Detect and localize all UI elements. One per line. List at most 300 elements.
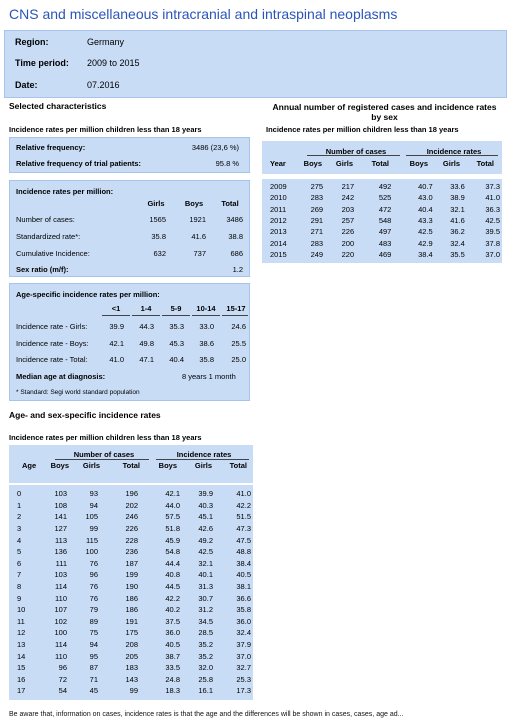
table-cell: 95 [89, 651, 98, 661]
table-cell: 525 [378, 193, 392, 203]
table-cell: 35.2 [198, 640, 213, 650]
table-cell: 114 [55, 640, 67, 650]
table-cell: 36.0 [236, 616, 251, 626]
table-cell: 37.9 [236, 640, 251, 650]
rates-col-girls: Girls [147, 199, 165, 208]
table-cell: 242 [341, 193, 355, 203]
table-cell: 18.3 [165, 686, 180, 696]
annual-group-rule [307, 155, 400, 156]
table-row [262, 237, 502, 248]
row-key-cell: 2012 [270, 216, 287, 226]
table-cell: 548 [378, 216, 392, 226]
age-cell: 35.8 [199, 355, 214, 364]
table-row [9, 511, 253, 523]
age-col-rule [222, 315, 248, 316]
table-cell: 51.5 [236, 512, 251, 522]
age-cell: 35.3 [169, 322, 184, 331]
table-cell: 40.1 [198, 570, 213, 580]
annual-heading-line1: Annual number of registered cases and incidence rates [272, 102, 497, 112]
rates-cell: 35.8 [151, 232, 166, 241]
annual-col-header: Total [476, 159, 494, 168]
rel-freq-value: 3486 (23,6 %) [191, 143, 239, 152]
annual-subheading: Incidence rates per million children less than 18 years [266, 125, 459, 134]
table-cell: 72 [58, 674, 67, 684]
table-cell: 40.4 [418, 204, 433, 214]
table-cell: 208 [125, 640, 138, 650]
row-key-cell: 0 [17, 489, 22, 499]
table-cell: 38.9 [450, 193, 465, 203]
annual-heading-line2: by sex [371, 112, 398, 122]
table-cell: 483 [378, 238, 392, 248]
table-cell: 202 [125, 500, 138, 510]
agesex-col-header: Total [229, 461, 247, 470]
table-cell: 32.0 [198, 663, 213, 673]
table-cell: 100 [85, 547, 98, 557]
row-key-cell: 11 [17, 616, 25, 626]
age-col-rule [132, 315, 160, 316]
rates-cell: 737 [193, 249, 206, 258]
sex-ratio-label: Sex ratio (m/f): [16, 265, 69, 274]
table-row [9, 523, 253, 535]
annual-table-header [262, 141, 502, 174]
row-key-cell: 14 [17, 651, 26, 661]
table-row [262, 192, 502, 203]
median-age-value: 8 years 1 month [182, 372, 236, 381]
date-label: Date: [15, 80, 38, 90]
table-cell: 291 [310, 216, 324, 226]
age-cell: 38.6 [199, 339, 214, 348]
rates-cell: 632 [153, 249, 166, 258]
row-key-cell: 2013 [270, 227, 287, 237]
table-cell: 283 [310, 238, 324, 248]
agesex-col-header: Age [22, 461, 37, 470]
table-cell: 32.7 [236, 663, 251, 673]
table-cell: 40.7 [418, 182, 433, 192]
row-key-cell: 2014 [270, 238, 287, 248]
table-cell: 99 [129, 686, 138, 696]
age-col-rule [192, 315, 220, 316]
table-cell: 114 [55, 582, 67, 592]
table-row [9, 558, 253, 570]
table-cell: 16.1 [198, 686, 213, 696]
rates-col-boys: Boys [184, 199, 204, 208]
age-cell: 40.4 [169, 355, 184, 364]
table-cell: 75 [89, 628, 98, 638]
table-cell: 115 [86, 535, 98, 545]
footer-note: Be aware that, information on cases, incidence rates is that the age and the differences will be shown in cases, cases, age ad... [9, 711, 404, 718]
table-cell: 226 [125, 524, 138, 534]
date-value: 07.2016 [87, 80, 120, 90]
table-cell: 76 [89, 558, 98, 568]
row-key-cell: 9 [17, 593, 22, 603]
table-cell: 220 [341, 249, 355, 259]
table-cell: 113 [55, 535, 67, 545]
table-cell: 44.4 [165, 558, 180, 568]
table-cell: 89 [89, 616, 98, 626]
table-cell: 102 [54, 616, 67, 626]
table-cell: 469 [378, 249, 392, 259]
agesex-col-header: Boys [50, 461, 69, 470]
table-row [262, 226, 502, 237]
table-cell: 32.4 [450, 238, 465, 248]
agesex-group-rates: Incidence rates [176, 450, 232, 459]
table-row [262, 249, 502, 260]
table-cell: 33.6 [450, 182, 465, 192]
table-cell: 33.5 [165, 663, 180, 673]
table-cell: 41.0 [485, 193, 500, 203]
table-cell: 249 [310, 249, 324, 259]
age-col-header: 10-14 [196, 304, 216, 313]
rates-col-total: Total [221, 199, 239, 208]
selected-subheading: Incidence rates per million children less than 18 years [9, 125, 202, 134]
table-cell: 17.3 [236, 686, 251, 696]
age-row-label: Incidence rate - Girls: [16, 322, 88, 331]
table-row [9, 662, 253, 674]
age-col-rule [162, 315, 190, 316]
agesex-group-rule [55, 459, 149, 460]
table-cell: 217 [341, 182, 355, 192]
table-cell: 35.2 [198, 651, 213, 661]
row-key-cell: 15 [17, 663, 26, 673]
table-cell: 35.8 [236, 605, 251, 615]
region-value: Germany [87, 37, 125, 47]
table-cell: 39.5 [485, 227, 500, 237]
rates-cell: 686 [230, 249, 243, 258]
annual-col-header: Year [270, 159, 286, 168]
table-row [262, 204, 502, 215]
table-cell: 472 [378, 204, 392, 214]
table-cell: 191 [125, 616, 138, 626]
annual-table [262, 181, 502, 260]
table-cell: 43.3 [418, 216, 433, 226]
age-cell: 41.0 [109, 355, 124, 364]
table-cell: 94 [89, 500, 98, 510]
row-key-cell: 1 [17, 500, 22, 510]
table-cell: 186 [125, 593, 138, 603]
age-specific-panel [9, 283, 250, 401]
rates-cell: 38.8 [228, 232, 243, 241]
table-cell: 492 [378, 182, 392, 192]
table-cell: 51.8 [165, 524, 180, 534]
report-meta-panel [4, 30, 507, 98]
table-cell: 36.2 [450, 227, 465, 237]
annual-group-cases: Number of cases [325, 147, 387, 156]
table-cell: 38.4 [418, 249, 433, 259]
table-cell: 32.4 [236, 628, 251, 638]
annual-col-header: Girls [442, 159, 460, 168]
rel-freq-label: Relative frequency: [16, 143, 86, 152]
table-cell: 79 [89, 605, 98, 615]
table-cell: 127 [54, 524, 67, 534]
row-key-cell: 17 [17, 686, 26, 696]
table-row [9, 569, 253, 581]
incidence-rates-panel [9, 180, 250, 277]
rates-cell: 1565 [149, 215, 166, 224]
page-title: CNS and miscellaneous intracranial and intraspinal neoplasms [9, 6, 398, 22]
table-cell: 93 [89, 489, 98, 499]
row-key-cell: 13 [17, 640, 26, 650]
table-cell: 25.3 [236, 674, 251, 684]
table-row [9, 650, 253, 662]
age-cell: 45.3 [169, 339, 184, 348]
age-specific-heading: Age-specific incidence rates per million: [16, 290, 160, 299]
table-cell: 76 [89, 582, 98, 592]
table-cell: 45.9 [165, 535, 180, 545]
table-cell: 48.8 [236, 547, 251, 557]
rates-row-label: Number of cases: [16, 215, 75, 224]
row-key-cell: 2011 [270, 204, 287, 214]
age-col-header: 5-9 [170, 304, 182, 313]
age-col-rule [102, 315, 130, 316]
agesex-col-header: Total [122, 461, 140, 470]
age-col-header: 1-4 [140, 304, 152, 313]
row-key-cell: 8 [17, 582, 22, 592]
table-cell: 54.8 [165, 547, 180, 557]
table-cell: 228 [125, 535, 138, 545]
table-cell: 40.8 [165, 570, 180, 580]
table-cell: 45.1 [198, 512, 213, 522]
table-row [9, 592, 253, 604]
table-cell: 34.5 [198, 616, 213, 626]
table-cell: 37.3 [485, 182, 500, 192]
median-age-label: Median age at diagnosis: [16, 372, 106, 381]
table-cell: 54 [58, 686, 67, 696]
table-cell: 190 [125, 582, 138, 592]
row-key-cell: 16 [17, 674, 26, 684]
age-cell: 47.1 [139, 355, 154, 364]
period-label: Time period: [15, 58, 69, 68]
table-cell: 136 [54, 547, 67, 557]
table-cell: 42.5 [418, 227, 433, 237]
table-cell: 38.4 [236, 558, 251, 568]
table-cell: 49.2 [198, 535, 213, 545]
table-cell: 183 [125, 663, 138, 673]
agesex-table [9, 488, 253, 697]
table-cell: 199 [125, 570, 138, 580]
table-cell: 24.8 [165, 674, 180, 684]
table-cell: 40.3 [198, 500, 213, 510]
table-cell: 141 [54, 512, 67, 522]
table-cell: 42.5 [485, 216, 500, 226]
table-cell: 42.2 [165, 593, 180, 603]
table-cell: 236 [125, 547, 138, 557]
age-col-header: 15-17 [226, 304, 246, 313]
table-row [9, 488, 253, 500]
table-cell: 143 [125, 674, 138, 684]
table-cell: 37.5 [165, 616, 180, 626]
table-row [262, 181, 502, 192]
table-cell: 200 [341, 238, 355, 248]
row-key-cell: 2015 [270, 249, 287, 259]
table-cell: 37.0 [236, 651, 251, 661]
agesex-table-header [9, 445, 253, 483]
agesex-subheading: Incidence rates per million children less than 18 years [9, 433, 202, 442]
table-cell: 71 [89, 674, 98, 684]
table-cell: 99 [89, 524, 98, 534]
table-cell: 203 [341, 204, 355, 214]
annual-group-rates: Incidence rates [426, 147, 482, 156]
annual-heading [262, 102, 507, 122]
table-row [9, 627, 253, 639]
table-cell: 497 [378, 227, 392, 237]
table-cell: 105 [85, 512, 98, 522]
table-cell: 246 [125, 512, 138, 522]
agesex-col-header: Girls [194, 461, 212, 470]
table-row [9, 534, 253, 546]
table-cell: 42.5 [198, 547, 213, 557]
rates-heading: Incidence rates per million: [16, 187, 114, 196]
region-label: Region: [15, 37, 49, 47]
table-cell: 275 [310, 182, 324, 192]
age-cell: 39.9 [109, 322, 124, 331]
table-cell: 196 [125, 489, 138, 499]
age-cell: 25.0 [231, 355, 246, 364]
annual-col-header: Boys [409, 159, 428, 168]
table-row [9, 581, 253, 593]
table-cell: 37.0 [485, 249, 500, 259]
table-cell: 187 [125, 558, 138, 568]
table-row [9, 639, 253, 651]
table-cell: 36.3 [485, 204, 500, 214]
annual-col-header: Total [371, 159, 389, 168]
row-key-cell: 2009 [270, 182, 287, 192]
table-row [262, 215, 502, 226]
age-cell: 25.5 [231, 339, 246, 348]
annual-col-header: Girls [335, 159, 353, 168]
sex-ratio-value: 1.2 [232, 265, 243, 274]
table-cell: 42.2 [236, 500, 251, 510]
table-row [9, 616, 253, 628]
row-key-cell: 4 [17, 535, 22, 545]
table-cell: 42.1 [165, 489, 180, 499]
table-cell: 42.9 [418, 238, 433, 248]
trial-freq-value: 95.8 % [215, 159, 239, 168]
table-cell: 283 [310, 193, 324, 203]
table-cell: 111 [55, 558, 67, 568]
row-key-cell: 10 [17, 605, 26, 615]
table-cell: 28.5 [198, 628, 213, 638]
standard-footnote: * Standard: Segi world standard population [16, 389, 140, 396]
table-cell: 42.6 [198, 524, 213, 534]
row-key-cell: 7 [17, 570, 22, 580]
rates-row-label: Cumulative Incidence: [16, 249, 90, 258]
table-row [9, 685, 253, 697]
table-cell: 40.5 [165, 640, 180, 650]
annual-col-header: Boys [303, 159, 322, 168]
rates-cell: 1921 [189, 215, 206, 224]
table-cell: 96 [89, 570, 98, 580]
table-cell: 41.0 [236, 489, 251, 499]
table-cell: 269 [310, 204, 324, 214]
table-cell: 40.5 [236, 570, 251, 580]
agesex-group-rule [156, 459, 249, 460]
table-cell: 32.1 [450, 204, 465, 214]
table-cell: 271 [310, 227, 324, 237]
age-col-header: <1 [111, 304, 121, 313]
table-cell: 38.1 [236, 582, 251, 592]
age-cell: 42.1 [109, 339, 124, 348]
table-cell: 41.6 [450, 216, 465, 226]
agesex-group-cases: Number of cases [73, 450, 135, 459]
table-cell: 38.7 [165, 651, 180, 661]
table-cell: 175 [125, 628, 138, 638]
table-cell: 44.5 [165, 582, 180, 592]
trial-freq-label: Relative frequency of trial patients: [16, 159, 142, 168]
table-cell: 47.5 [236, 535, 251, 545]
agesex-heading: Age- and sex-specific incidence rates [9, 410, 161, 420]
table-cell: 107 [54, 605, 67, 615]
selected-heading: Selected characteristics [9, 101, 107, 111]
age-cell: 33.0 [199, 322, 214, 331]
table-cell: 36.6 [236, 593, 251, 603]
row-key-cell: 2 [17, 512, 22, 522]
table-cell: 226 [341, 227, 355, 237]
table-cell: 25.8 [198, 674, 213, 684]
table-cell: 186 [125, 605, 138, 615]
rates-cell: 3486 [226, 215, 243, 224]
period-value: 2009 to 2015 [87, 58, 140, 68]
table-cell: 39.9 [198, 489, 213, 499]
table-cell: 36.0 [165, 628, 180, 638]
age-row-label: Incidence rate - Boys: [16, 339, 89, 348]
table-cell: 30.7 [198, 593, 213, 603]
table-cell: 43.0 [418, 193, 433, 203]
table-cell: 57.5 [165, 512, 180, 522]
table-cell: 110 [55, 651, 67, 661]
table-cell: 37.8 [485, 238, 500, 248]
agesex-col-header: Boys [158, 461, 177, 470]
table-cell: 103 [54, 570, 67, 580]
table-cell: 44.0 [165, 500, 180, 510]
agesex-col-header: Girls [82, 461, 100, 470]
table-cell: 103 [54, 489, 67, 499]
rates-cell: 41.6 [191, 232, 206, 241]
table-cell: 45 [89, 686, 98, 696]
table-cell: 205 [125, 651, 138, 661]
table-row [9, 674, 253, 686]
table-cell: 31.2 [198, 605, 213, 615]
row-key-cell: 12 [17, 628, 26, 638]
table-cell: 40.2 [165, 605, 180, 615]
table-cell: 94 [89, 640, 98, 650]
age-cell: 24.6 [231, 322, 246, 331]
table-cell: 100 [54, 628, 67, 638]
table-row [9, 604, 253, 616]
age-row-label: Incidence rate - Total: [16, 355, 88, 364]
rates-row-label: Standardized rate*: [16, 232, 81, 241]
table-cell: 35.5 [450, 249, 465, 259]
table-cell: 47.3 [236, 524, 251, 534]
table-cell: 108 [54, 500, 67, 510]
table-cell: 31.3 [198, 582, 213, 592]
row-key-cell: 3 [17, 524, 22, 534]
annual-group-rule [406, 155, 498, 156]
age-cell: 49.8 [139, 339, 154, 348]
table-cell: 257 [341, 216, 355, 226]
table-cell: 96 [58, 663, 67, 673]
table-cell: 76 [89, 593, 98, 603]
row-key-cell: 6 [17, 558, 22, 568]
table-cell: 110 [55, 593, 67, 603]
age-cell: 44.3 [139, 322, 154, 331]
relative-frequency-panel [9, 137, 250, 173]
table-row [9, 546, 253, 558]
table-row [9, 500, 253, 512]
row-key-cell: 5 [17, 547, 22, 557]
row-key-cell: 2010 [270, 193, 287, 203]
table-cell: 87 [89, 663, 98, 673]
table-cell: 32.1 [198, 558, 213, 568]
